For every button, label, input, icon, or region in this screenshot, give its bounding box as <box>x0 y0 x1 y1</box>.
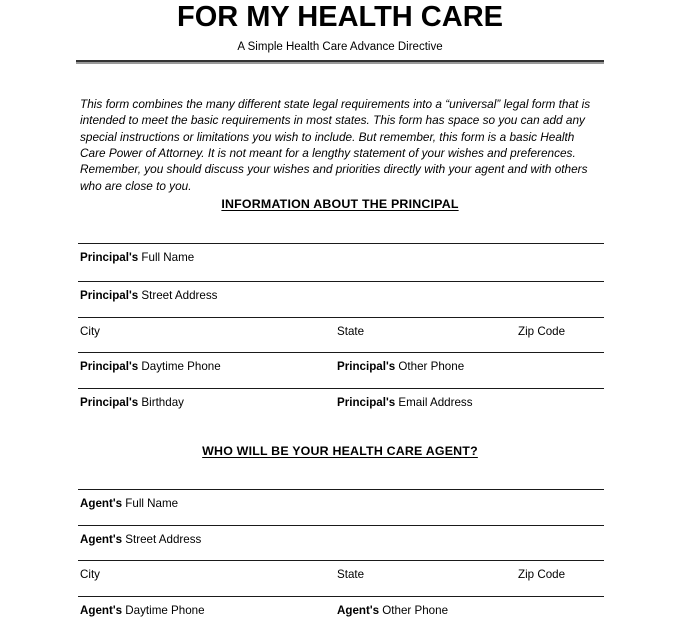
field-row-agent-street-address[interactable] <box>78 525 604 561</box>
intro-paragraph: This form combines the many different state legal requirements into a “universal” legal form that is intended to meet the basic requirements in most states. This form has space so you can add any special instructions or limitations you wish to include. But remember, this form is a basic Health Care Power of Attorney. It is not meant for a lengthy statement of your wishes and preferences. Remember, you should discuss your wishes and priorities directly with your agent and with others who are close to you. <box>80 96 591 193</box>
title-divider-light-line <box>76 62 604 64</box>
field-label-bold-prefix: Principal's <box>337 360 396 373</box>
field-label-principal-daytime-phone <box>80 360 221 374</box>
field-label-rest: Other Phone <box>379 604 449 617</box>
field-label-principal-full-name <box>80 251 194 265</box>
field-row-principal-full-name[interactable] <box>78 243 604 279</box>
section-heading-agent <box>0 444 680 458</box>
field-label-bold-prefix: Principal's <box>337 396 396 409</box>
field-row-agent-phones[interactable] <box>78 596 604 632</box>
field-label-bold-prefix: Agent's <box>80 604 123 617</box>
section-heading-agent-text: WHO WILL BE YOUR HEALTH CARE AGENT? <box>202 444 478 458</box>
field-label-principal-state: State <box>337 325 365 338</box>
field-label-agent-city: City <box>80 568 100 581</box>
field-label-agent-full-name <box>80 497 178 511</box>
field-label-rest: Full Name <box>122 497 179 510</box>
field-label-principal-birthday <box>80 396 184 410</box>
field-label-bold-prefix: Agent's <box>337 604 380 617</box>
field-label-rest: Street Address <box>138 289 218 302</box>
field-row-principal-city-state-zip[interactable] <box>78 317 604 353</box>
field-label-principal-zip-code: Zip Code <box>518 325 566 338</box>
section-heading-principal-text: INFORMATION ABOUT THE PRINCIPAL <box>221 197 459 211</box>
section-heading-principal <box>0 197 680 211</box>
field-label-agent-daytime-phone <box>80 604 205 618</box>
field-label-bold-prefix: Principal's <box>80 360 139 373</box>
field-label-rest: Other Phone <box>395 360 465 373</box>
title-divider <box>76 60 604 64</box>
document-subtitle: A Simple Health Care Advance Directive <box>237 41 443 53</box>
field-label-bold-prefix: Principal's <box>80 251 139 264</box>
field-label-agent-other-phone <box>337 604 448 618</box>
document-title-line-2: FOR MY HEALTH CARE <box>177 1 503 33</box>
field-row-principal-street-address[interactable] <box>78 281 604 317</box>
field-label-rest: Daytime Phone <box>138 360 221 373</box>
field-label-rest: Full Name <box>138 251 195 264</box>
field-label-principal-email-address <box>337 396 473 410</box>
field-label-bold-prefix: Principal's <box>80 396 139 409</box>
field-label-principal-street-address <box>80 289 217 303</box>
field-label-rest: Birthday <box>138 396 184 409</box>
field-label-principal-other-phone <box>337 360 464 374</box>
field-label-rest: Street Address <box>122 533 202 546</box>
document-title-block <box>0 0 680 54</box>
field-label-rest: Email Address <box>395 396 473 409</box>
field-row-agent-full-name[interactable] <box>78 489 604 525</box>
field-label-agent-state: State <box>337 568 365 581</box>
field-label-principal-city: City <box>80 325 100 338</box>
field-label-bold-prefix: Principal's <box>80 289 139 302</box>
field-label-rest: Daytime Phone <box>122 604 205 617</box>
field-label-bold-prefix: Agent's <box>80 533 123 546</box>
field-row-principal-birthday-email[interactable] <box>78 388 604 424</box>
field-row-agent-city-state-zip[interactable] <box>78 560 604 596</box>
field-label-agent-zip-code: Zip Code <box>518 568 566 581</box>
field-label-bold-prefix: Agent's <box>80 497 123 510</box>
field-row-principal-phones[interactable] <box>78 352 604 388</box>
field-label-agent-street-address <box>80 533 201 547</box>
